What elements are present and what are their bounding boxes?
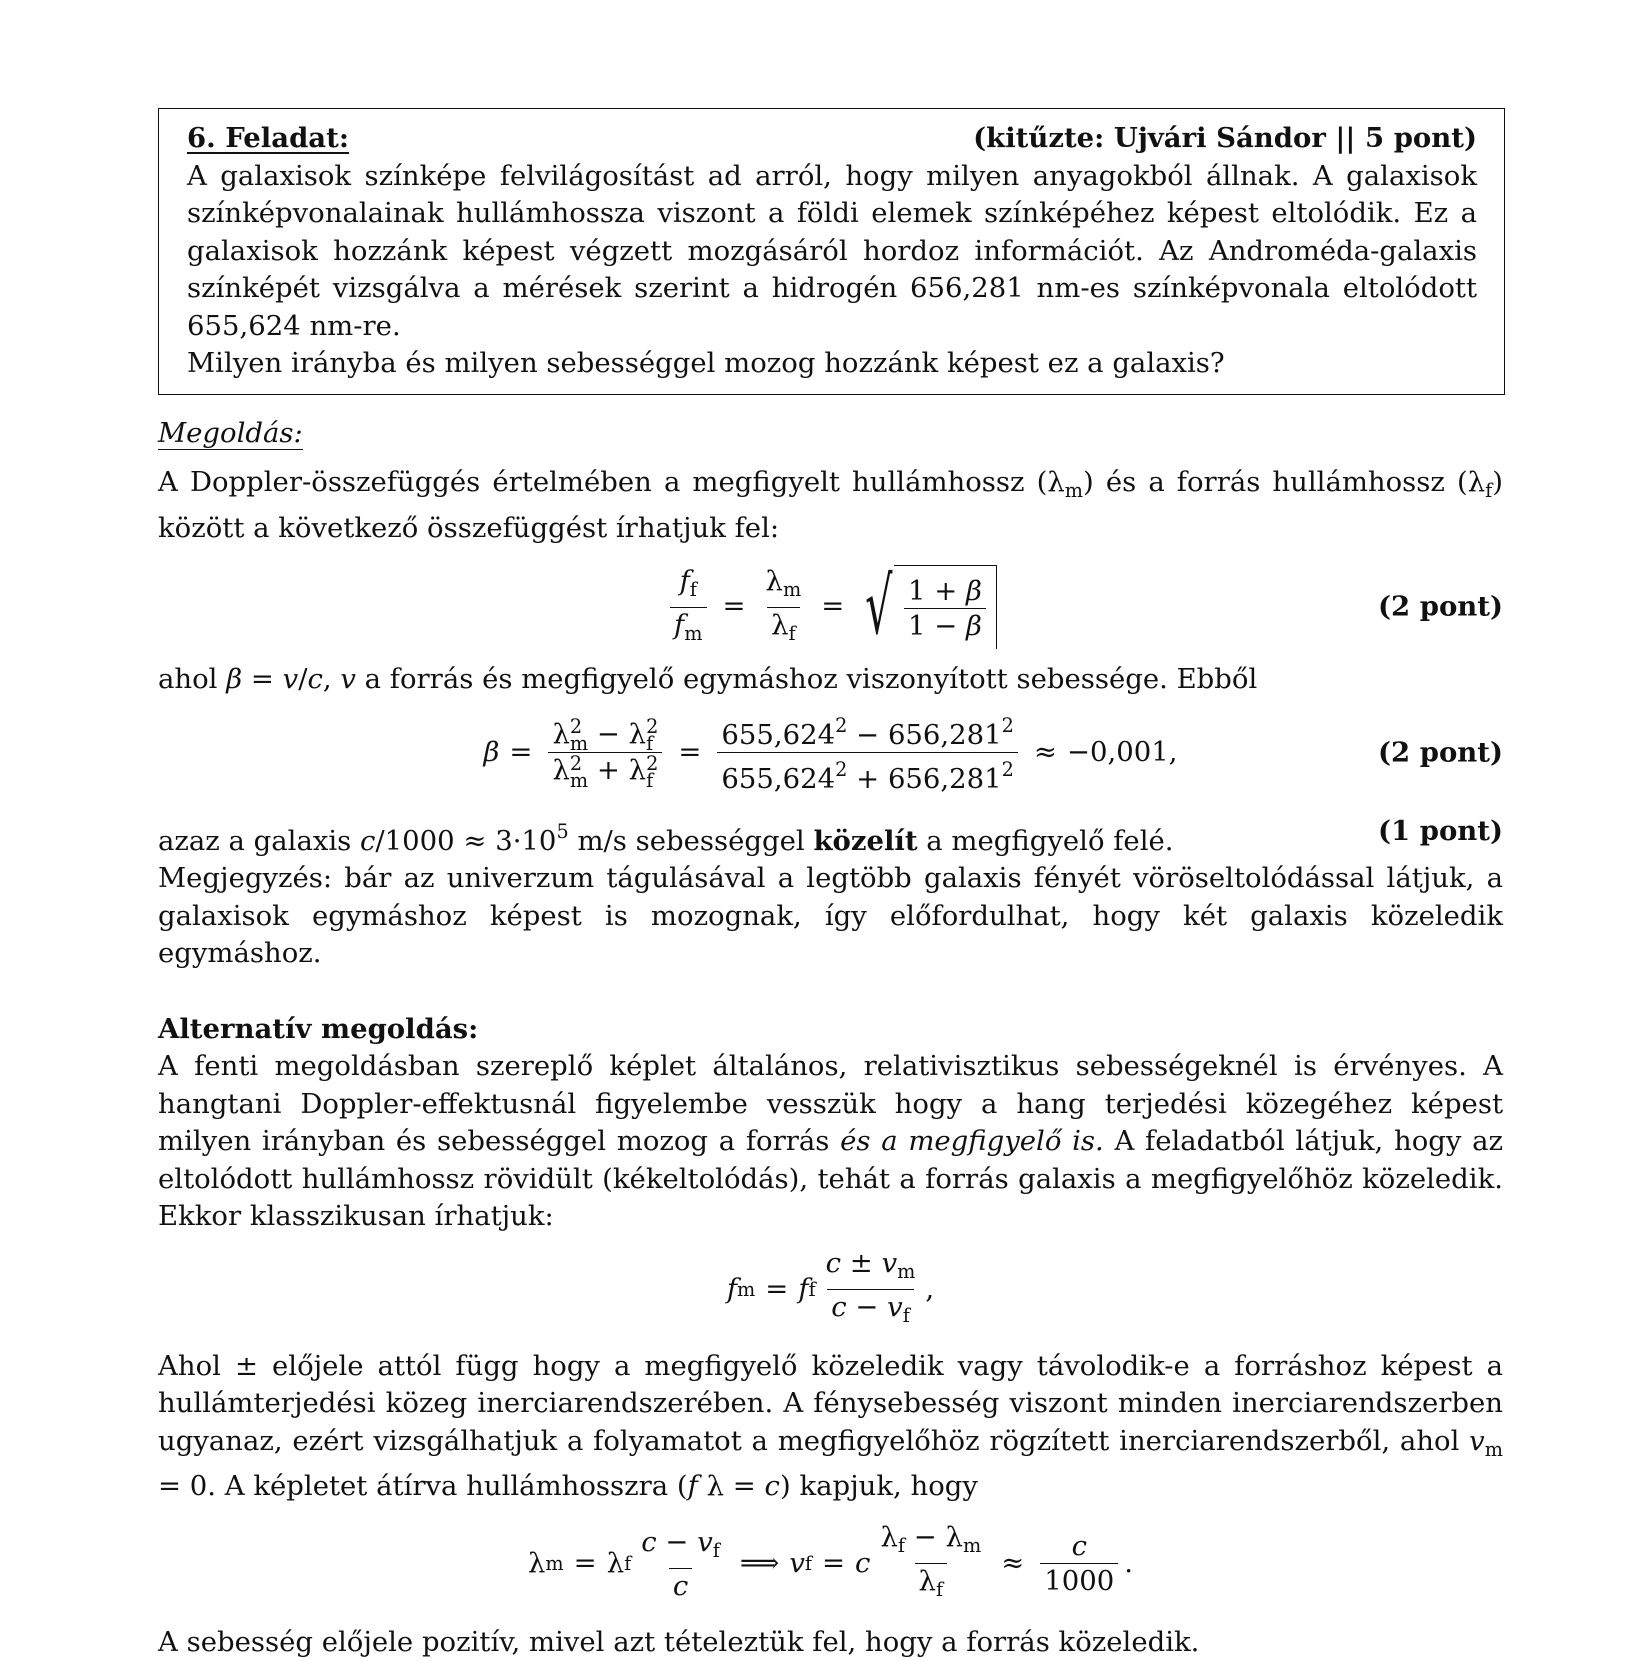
beta-fraction: λ 2 m − λ 2 f λ 2 m + λ 2 f: [548, 717, 662, 789]
result-line: azaz a galaxis $c/1000 \approx 3\cdot 10^5$ m/s sebességgel közelít a megfigyelő felé. (1 pont): [158, 813, 1503, 861]
task-header: [187, 120, 1477, 158]
beta-definition: ahol β = v/c, v a forrás és megfigyelő egymáshoz viszonyított sebessége. Ebből: [158, 661, 1503, 699]
equation-wavelength: λ m = λ f $\frac{c - v_f}{c}$ ⟹ v f = c $\frac{\lambda_f - \lambda_m}{\lambda_f}$ ≈ $\frac{c}{1000}$ .: [158, 1514, 1503, 1614]
points-eq2: (2 pont): [1378, 734, 1503, 772]
final-sentence: A sebesség előjele pozitív, mivel azt tételeztük fel, hogy a forrás közeledik.: [158, 1624, 1503, 1661]
solution-intro: A Doppler-összefüggés értelmében a megfigyelt hullámhossz $(\lambda_m)$ és a forrás hullámhossz $(\lambda_f)$ között a következő összefüggést írhatjuk fel:: [158, 464, 1503, 547]
equation-classic: f m = f f $\frac{c \pm v_m}{c - v_f}$ ,: [158, 1240, 1503, 1340]
task-author: (kitűzte: Ujvári Sándor || 5 pont): [973, 120, 1477, 158]
task-text: A galaxisok színképe felvilágosítást ad arról, hogy milyen anyagokból állnak. A galaxisok színképvonalainak hullámhossza viszont a földi elemek színképéhez képest eltolódik. Ez a galaxisok hozzánk képest végzett mozgásáról hordoz információt. Az Androméda-galaxis színképét vizsgálva a mérések szerint a hidrogén 656,281 nm-es színképvonala eltolódott 655,624 nm-re.: [187, 158, 1477, 346]
task-box: [158, 108, 1505, 395]
classic-fraction: $\frac{c \pm v_m}{c - v_f}$: [822, 1246, 920, 1333]
alternative-paragraph-2: Ahol ± előjele attól függ hogy a megfigyelő közeledik vagy távolodik-e a forráshoz képest a hullámterjedési közeg inerciarendszerében. A fénysebesség viszont minden inerciarendszerben ugyanaz, ezért vizsgálhatjuk a folyamatot a megfigyelőhöz rögzített inerciarendszerből, ahol $v_m = 0$. A képletet átírva hullámhosszra (f λ = c) kapjuk, hogy: [158, 1348, 1503, 1506]
points-eq1: (2 pont): [1378, 588, 1503, 626]
equation-beta: β = λ 2 m − λ 2 f λ 2 m + λ 2 f = $\frac{655,624^2 - 656,281^2}{655,624^2 + 656,281^2}$ ≈ −0,001, (2 pont): [158, 705, 1503, 801]
task-title: 6. Feladat:: [187, 120, 349, 158]
alternative-paragraph-1: A fenti megoldásban szereplő képlet általános, relativisztikus sebességeknél is érvényes. A hangtani Doppler-effektusnál figyelembe vesszük hogy a hang terjedési közegéhez képest milyen irányban és sebességgel mozog a forrás és a megfigyelő is. A feladatból látjuk, hogy az eltolódott hullámhossz rövidült (kékeltolódás), tehát a forrás galaxis a megfigyelőhöz közeledik. Ekkor klasszikusan írhatjuk:: [158, 1048, 1503, 1236]
document-page: [158, 108, 1503, 1661]
solution-label: Megoldás:: [158, 417, 303, 450]
task-question: Milyen irányba és milyen sebességgel mozog hozzánk képest ez a galaxis?: [187, 345, 1477, 383]
sqrt-expression: √ $\frac{1 + \beta}{1 - \beta}$: [854, 565, 997, 649]
alternative-title: Alternatív megoldás:: [158, 1011, 1503, 1049]
wavelength-ratio: $\frac{\lambda_m}{\lambda_f}$: [762, 564, 806, 651]
freq-ratio: $\frac{f_f}{f_m}$: [670, 564, 706, 651]
beta-result: −0,001,: [1067, 734, 1178, 772]
points-result: (1 pont): [1378, 813, 1503, 861]
equation-doppler: $\frac{f_f}{f_m}$ = $\frac{\lambda_m}{\lambda_f}$ = √ $\frac{1 + \beta}{1 - \beta}$ (2 pont): [158, 555, 1503, 659]
numeric-fraction: $\frac{655,624^2 - 656,281^2}{655,624^2 + 656,281^2}$: [717, 709, 1018, 796]
note: Megjegyzés: bár az univerzum tágulásával a legtöbb galaxis fényét vöröseltolódással látjuk, a galaxisok egymáshoz képest is mozognak, így előfordulhat, hogy két galaxis közeledik egymáshoz.: [158, 860, 1503, 973]
